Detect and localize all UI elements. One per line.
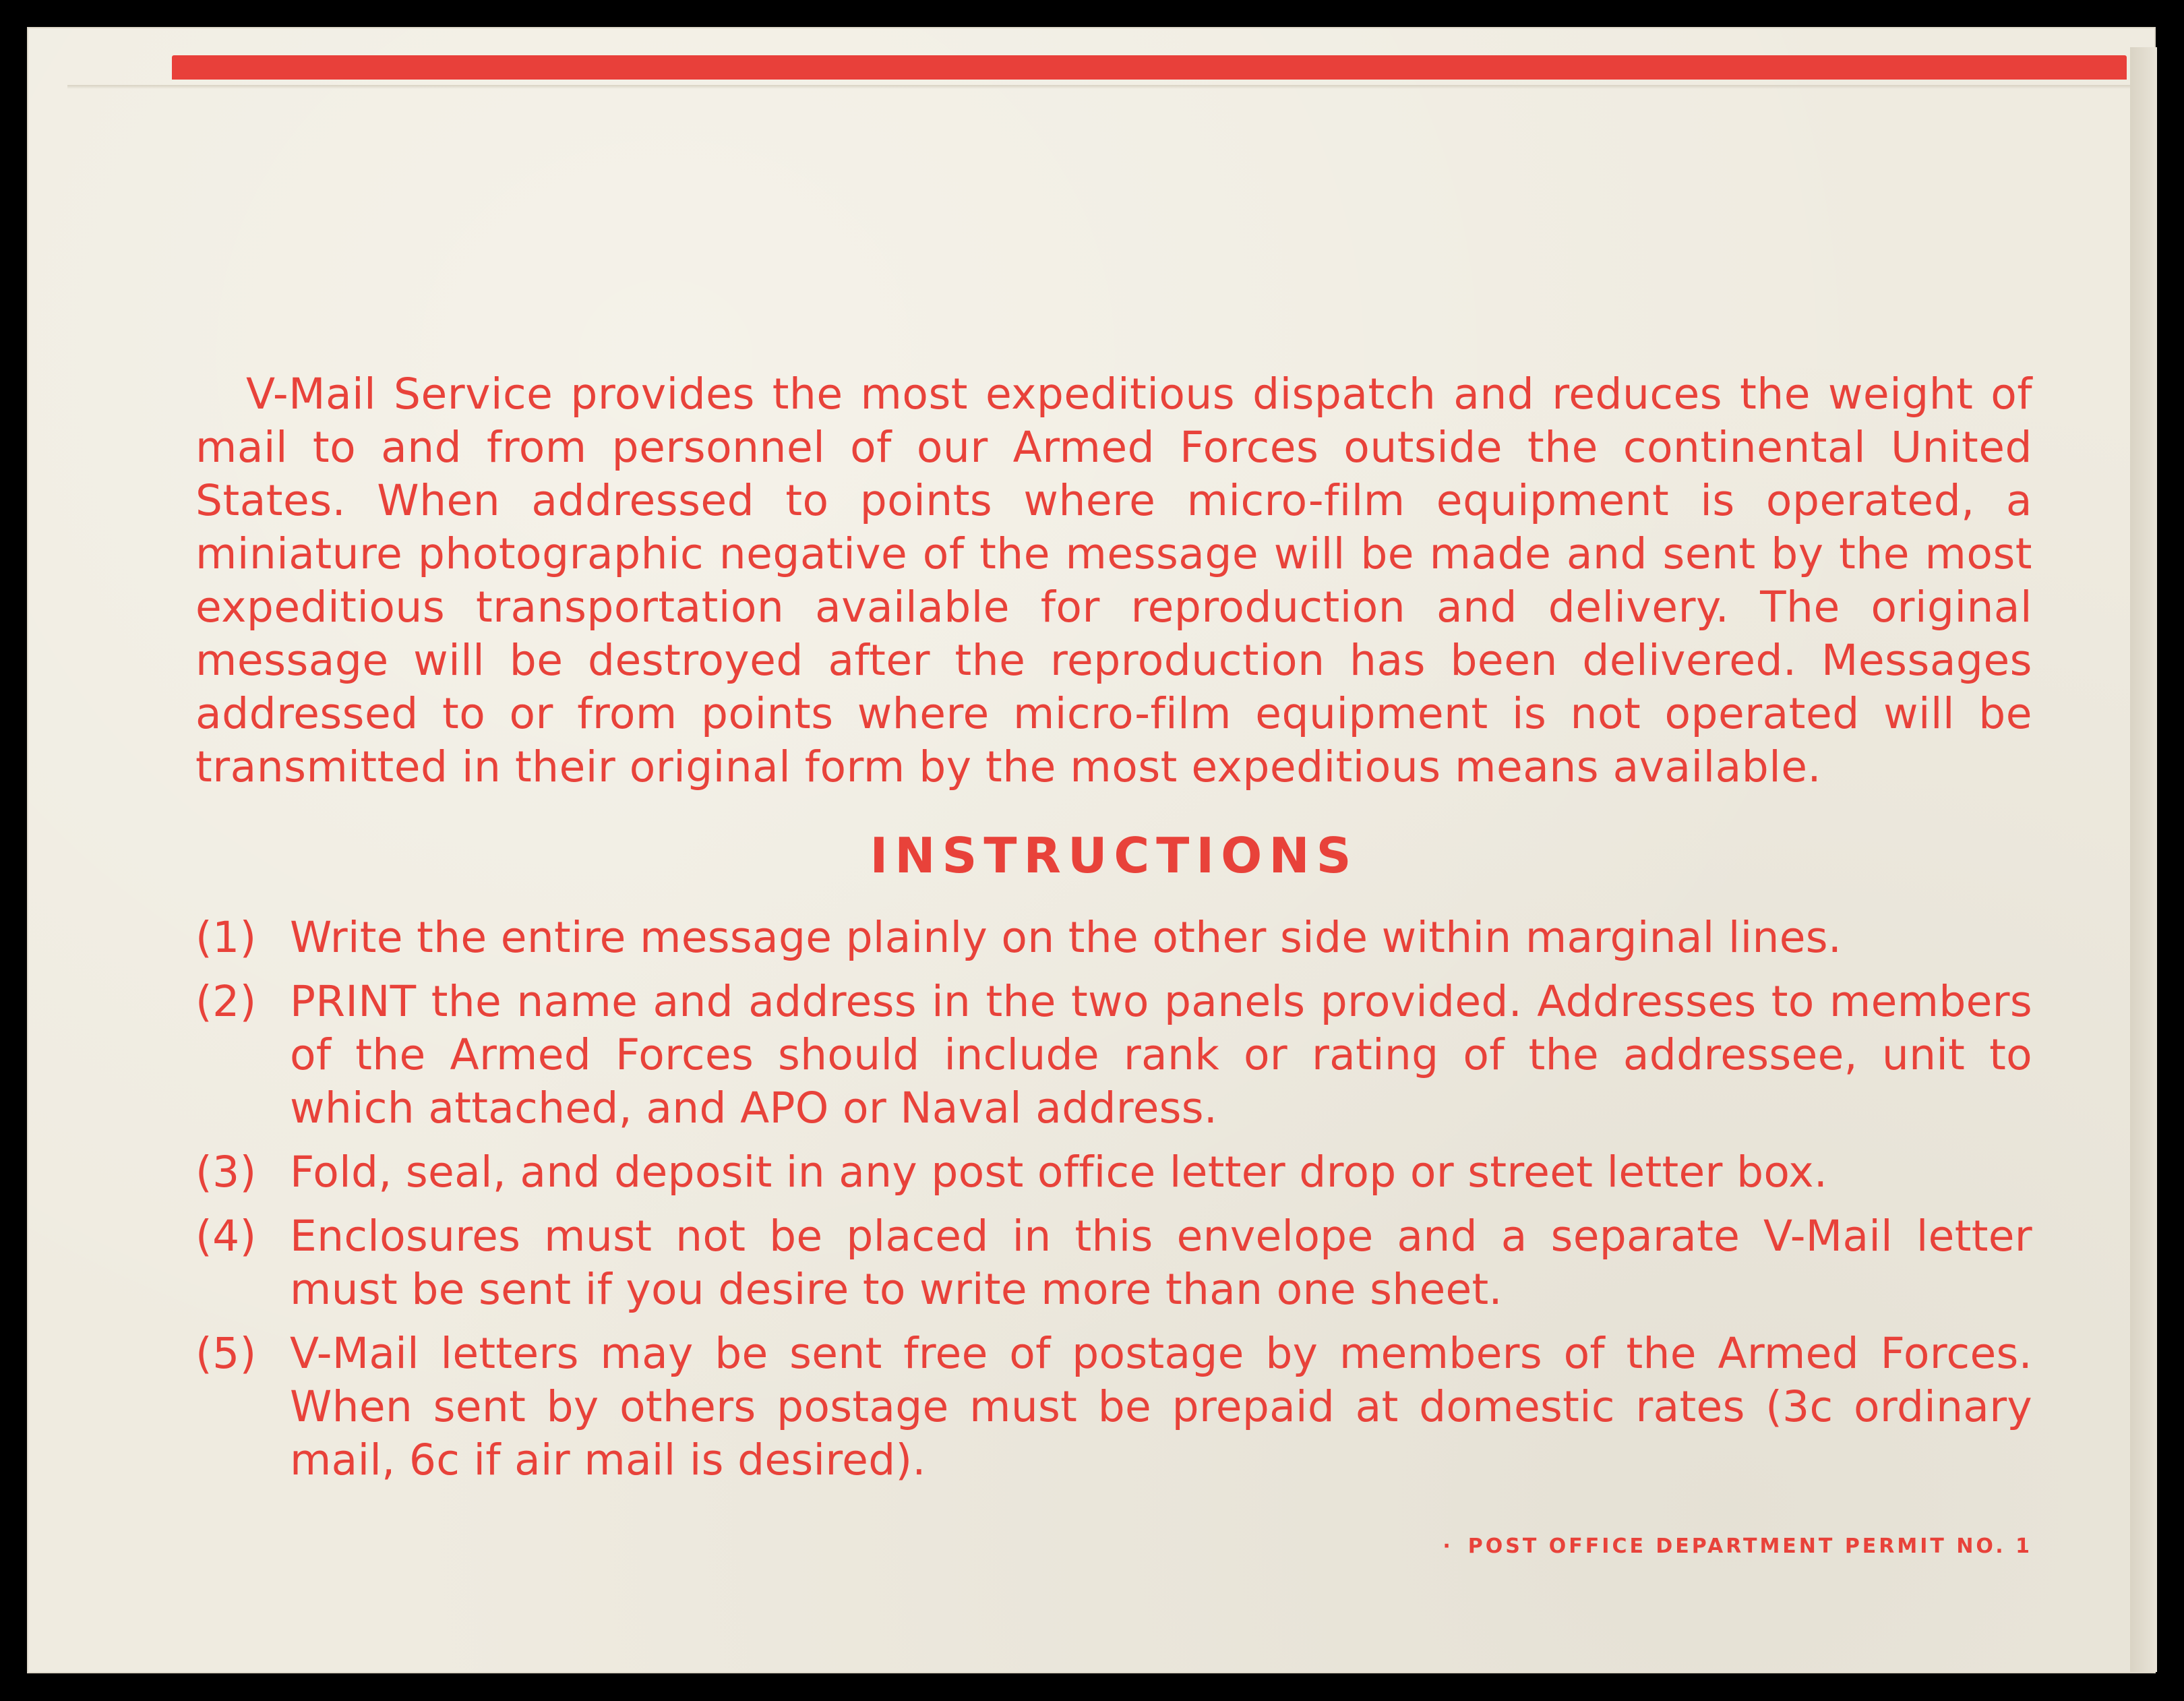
red-top-edge [172,55,2127,80]
instruction-item [195,1327,2032,1487]
instruction-number: (5) [195,1329,257,1378]
instruction-number: (4) [195,1212,257,1261]
permit-notice [1443,1534,2032,1558]
instruction-text: Enclosures must not be placed in this envelope and a separate V-Mail letter must be sent if you desire to write more than one sheet. [290,1212,2032,1314]
instruction-text: Fold, seal, and deposit in any post office letter drop or street letter box. [290,1147,1828,1197]
instruction-number: (2) [195,977,257,1026]
permit-text: POST OFFICE DEPARTMENT PERMIT NO. 1 [1467,1534,2032,1558]
instruction-content [195,367,2032,1558]
instruction-item [195,975,2032,1135]
instructions-heading: INSTRUCTIONS [870,827,1358,884]
instruction-text: PRINT the name and address in the two panels provided. Addresses to members of the Armed Forces should include rank or rating of the addressee, unit to which attached, and APO or Naval address. [290,977,2032,1133]
instruction-number: (1) [195,913,257,962]
top-fold-line [67,85,2150,89]
instruction-number: (3) [195,1147,257,1197]
instruction-item [195,911,2032,964]
intro-paragraph: V-Mail Service provides the most expeditious dispatch and reduces the weight of mail to and from personnel of our Armed Forces outside the continental United States. When addressed to points where micro-film equipment is operated, a miniature photographic negative of the message will be made and sent by the most expeditious transportation available for reproduction and delivery. The original message will be destroyed after the reproduction has been delivered. Messages addressed to or from points where micro-film equipment is not operated will be transmitted in their original form by the most expeditious means available. [195,369,2032,792]
instruction-text: Write the entire message plainly on the other side within marginal lines. [290,913,1842,962]
instruction-item [195,1210,2032,1316]
instruction-text: V-Mail letters may be sent free of postage by members of the Armed Forces. When sent by others postage must be prepaid at domestic rates (3c ordinary mail, 6c if air mail is desired). [290,1329,2032,1485]
permit-bullet: · [1443,1534,1453,1558]
instruction-item [195,1145,2032,1199]
right-flap-edge [2130,47,2157,1672]
